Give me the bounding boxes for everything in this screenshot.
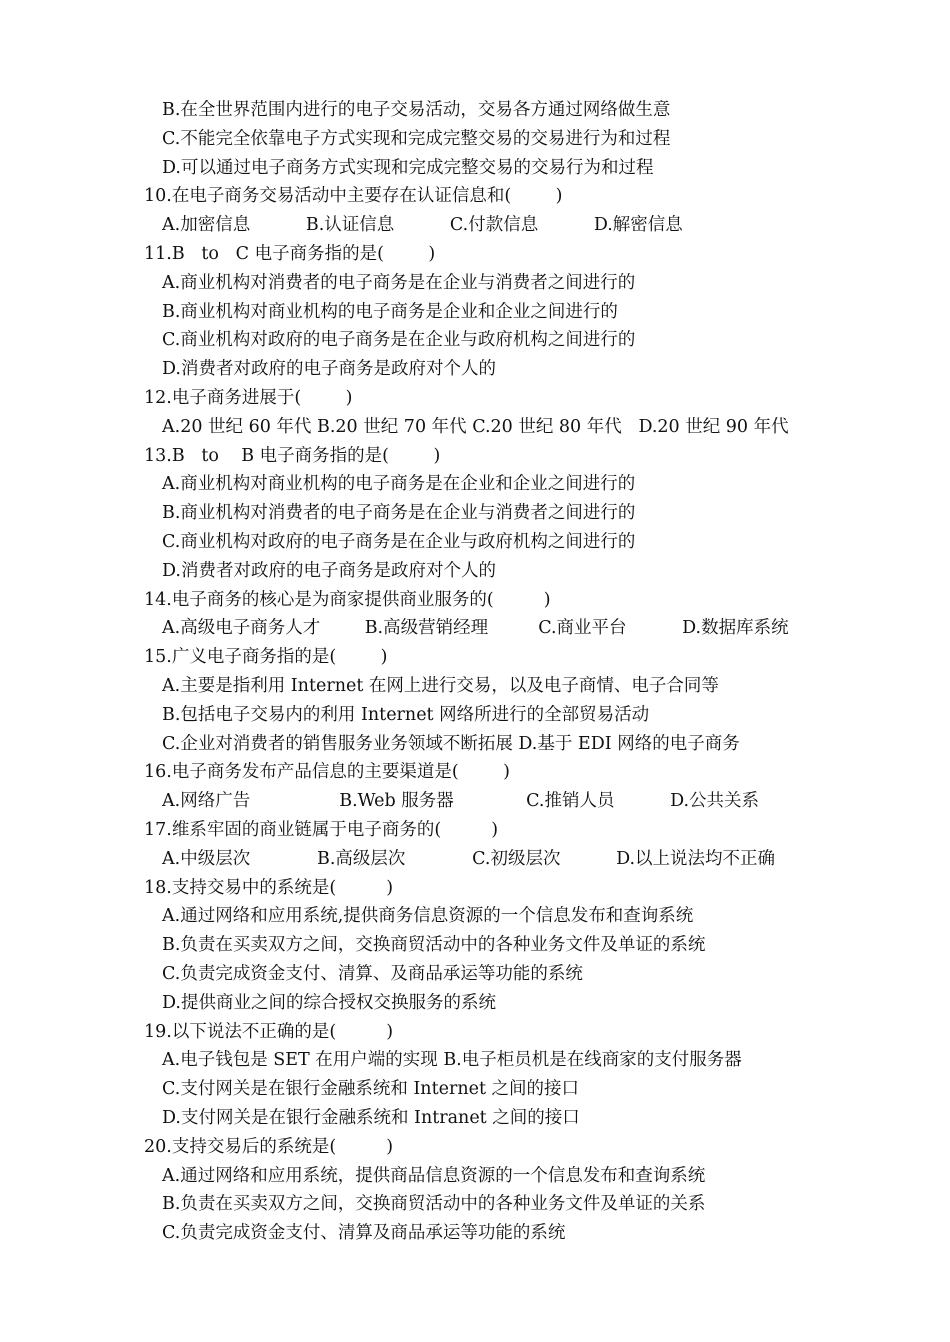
answer-option: A.主要是指利用 Internet 在网上进行交易，以及电子商情、电子合同等	[162, 676, 719, 696]
answer-option: D.消费者对政府的电子商务是政府对个人的	[162, 359, 496, 379]
answer-option: C.企业对消费者的销售服务业务领域不断拓展 D.基于 EDI 网络的电子商务	[162, 734, 740, 754]
answer-option: A.商业机构对商业机构的电子商务是在企业和企业之间进行的	[162, 474, 636, 494]
question-stem: 20.支持交易后的系统是( )	[144, 1137, 394, 1157]
answer-option: B.包括电子交易内的利用 Internet 网络所进行的全部贸易活动	[162, 705, 650, 725]
question-stem: 15.广义电子商务指的是( )	[144, 647, 388, 667]
answer-option: B.商业机构对商业机构的电子商务是企业和企业之间进行的	[162, 302, 618, 322]
answer-option: D.提供商业之间的综合授权交换服务的系统	[162, 993, 496, 1013]
answer-option: B.负责在买卖双方之间，交换商贸活动中的各种业务文件及单证的关系	[162, 1194, 706, 1214]
answer-option: C.不能完全依靠电子方式实现和完成完整交易的交易进行为和过程	[162, 129, 671, 149]
answer-option: A.20 世纪 60 年代 B.20 世纪 70 年代 C.20 世纪 80 年代 D.20 世纪 90 年代	[162, 417, 789, 437]
answer-option: A.通过网络和应用系统,提供商务信息资源的一个信息发布和查询系统	[162, 906, 694, 926]
answer-option: A.通过网络和应用系统，提供商品信息资源的一个信息发布和查询系统	[162, 1166, 706, 1186]
answer-option: C.负责完成资金支付、清算及商品承运等功能的系统	[162, 1223, 566, 1243]
question-stem: 12.电子商务进展于( )	[144, 388, 353, 408]
answer-option: C.商业机构对政府的电子商务是在企业与政府机构之间进行的	[162, 330, 636, 350]
answer-option: A.网络广告 B.Web 服务器 C.推销人员 D.公共关系	[162, 791, 760, 811]
answer-option: B.在全世界范围内进行的电子交易活动，交易各方通过网络做生意	[162, 100, 671, 120]
question-stem: 13.B to B 电子商务指的是( )	[144, 446, 441, 466]
answer-option: A.商业机构对消费者的电子商务是在企业与消费者之间进行的	[162, 273, 636, 293]
question-stem: 14.电子商务的核心是为商家提供商业服务的( )	[144, 590, 551, 610]
answer-option: D.支付网关是在银行金融系统和 Intranet 之间的接口	[162, 1108, 580, 1128]
answer-option: A.电子钱包是 SET 在用户端的实现 B.电子柜员机是在线商家的支付服务器	[162, 1050, 742, 1070]
question-stem: 18.支持交易中的系统是( )	[144, 878, 394, 898]
question-stem: 16.电子商务发布产品信息的主要渠道是( )	[144, 762, 510, 782]
question-stem: 17.维系牢固的商业链属于电子商务的( )	[144, 820, 499, 840]
question-stem: 19.以下说法不正确的是( )	[144, 1022, 394, 1042]
answer-option: B.商业机构对消费者的电子商务是在企业与消费者之间进行的	[162, 503, 636, 523]
answer-option: C.支付网关是在银行金融系统和 Internet 之间的接口	[162, 1079, 580, 1099]
question-stem: 11.B to C 电子商务指的是( )	[144, 244, 436, 264]
answer-option: B.负责在买卖双方之间，交换商贸活动中的各种业务文件及单证的系统	[162, 935, 706, 955]
answer-option: A.中级层次 B.高级层次 C.初级层次 D.以上说法均不正确	[162, 849, 776, 869]
answer-option: A.高级电子商务人才 B.高级营销经理 C.商业平台 D.数据库系统	[162, 618, 789, 638]
question-stem: 10.在电子商务交易活动中主要存在认证信息和( )	[144, 186, 563, 206]
answer-option: D.可以通过电子商务方式实现和完成完整交易的交易行为和过程	[162, 158, 654, 178]
answer-option: C.负责完成资金支付、清算、及商品承运等功能的系统	[162, 964, 583, 984]
answer-option: A.加密信息 B.认证信息 C.付款信息 D.解密信息	[162, 215, 683, 235]
answer-option: C.商业机构对政府的电子商务是在企业与政府机构之间进行的	[162, 532, 636, 552]
answer-option: D.消费者对政府的电子商务是政府对个人的	[162, 561, 496, 581]
